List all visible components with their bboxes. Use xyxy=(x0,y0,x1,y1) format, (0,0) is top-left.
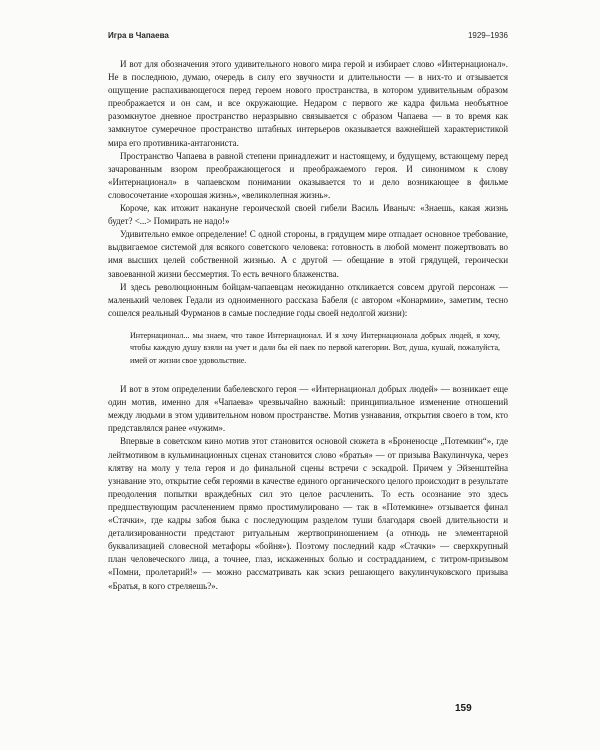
paragraph: И вот в этом определении бабелевского героя — «Интернационал добрых людей» — возникает еще один мотив, именно для «Чапаева» чрезвычайно важный: принципиальное изменение отношений между людьми в этом удивительном новом пространстве. Мотив узнавания, открытия своего в том, кто представлялся ранее «чужим». xyxy=(108,384,508,434)
page-number: 159 xyxy=(455,703,472,714)
body-text xyxy=(108,58,508,593)
running-title: Игра в Чапаева xyxy=(108,31,169,40)
paragraph: Пространство Чапаева в равной степени принадлежит и настоящему, и будущему, встающему перед зачарованным взором преображающегося и преображаемого героя. И синонимом к слову «Интернационал» в чапаевском понимании оказывается то и дело возникающее в фильме словосочетание «хорошая жизнь», «великолепная жизнь». xyxy=(108,150,508,200)
paragraph: И здесь революционным бойцам-чапаевцам неожиданно откликается совсем другой персонаж — маленький человек Гедали из одноименного рассказа Бабеля (с автором «Конармии», заметим, тесно сошелся реальный Фурманов в самые последние годы своей недолгой жизни): xyxy=(108,281,508,318)
paragraph: Короче, как итожит накануне героической своей гибели Василь Иваныч: «Знаешь, какая жизнь будет? <...> Помирать не надо!» xyxy=(108,203,508,227)
block-quote: Интернационал... мы знаем, что такое Интернационал. И я хочу Интернационала добрых людей, я хочу, чтобы каждую душу взяли на учет и дали бы ей паек по первой категории. Вот, душа, кушай, пожалуйста, имей от жизни свое удовольствие. xyxy=(130,330,500,365)
running-header xyxy=(108,31,508,45)
paragraph: Впервые в советском кино мотив этот становится основой сюжета в «Броненосце „Потемкин“», где лейтмотивом в кульминационных сценах становится слово «братья» — от призыва Вакулинчука, через клятву на молу у тела героя и до финальной сцены встречи с эскадрой. Причем у Эйзенштейна узнавание это, открытие себя героями в качестве единого органического целого происходит в результате преодоления попытки враждебных сил это целое расчленить. То есть осознание это здесь предшествующим расчленением прямо простимулировано — так в «Потемкине» отзывается финал «Стачки», где кадры забоя быка с последующим разделом туши благодаря своей длительности и детализированности предстают ритуальным жертвоприношением (а отнюдь не элементарной буквализацией словесной метафоры «бойня»). Поэтому последний кадр «Стачки» — сверхкрупный план человеческого лица, а точнее, глаз, искаженных болью и сострадданием, с титром-призывом «Помни, пролетарий!» — можно рассматривать как эскиз решающего вакулинчуковского призыва «Братья, в кого стреляешь?». xyxy=(108,436,508,591)
paragraph: И вот для обозначения этого удивительного нового мира герой и избирает слово «Интернационал». Не в последнюю, думаю, очередь в силу его звучности и длительности — в них-то и отзывается ощущение распахивающегося перед героем нового пространства, в котором удивительным образом преображается и он сам, и все окружающие. Недаром с первого же кадра фильма необъятное разомкнутое дневное пространство неразрывно связывается с образом Чапаева — в то время как замкнутое сумеречное пространство штабных интерьеров оказывается важнейшей характеристикой мира его противника-антагониста. xyxy=(108,59,508,148)
running-years: 1929–1936 xyxy=(467,31,508,40)
paragraph: Удивительно емкое определение! С одной стороны, в грядущем мире отпадает основное требование, выдвигаемое системой для всякого советского человека: готовность в любой момент пожертвовать во имя высших целей собственной жизнью. А с другой — обещание в этой грядущей, героически завоеванной жизни бессмертия. То есть вечного блаженства. xyxy=(108,229,508,279)
